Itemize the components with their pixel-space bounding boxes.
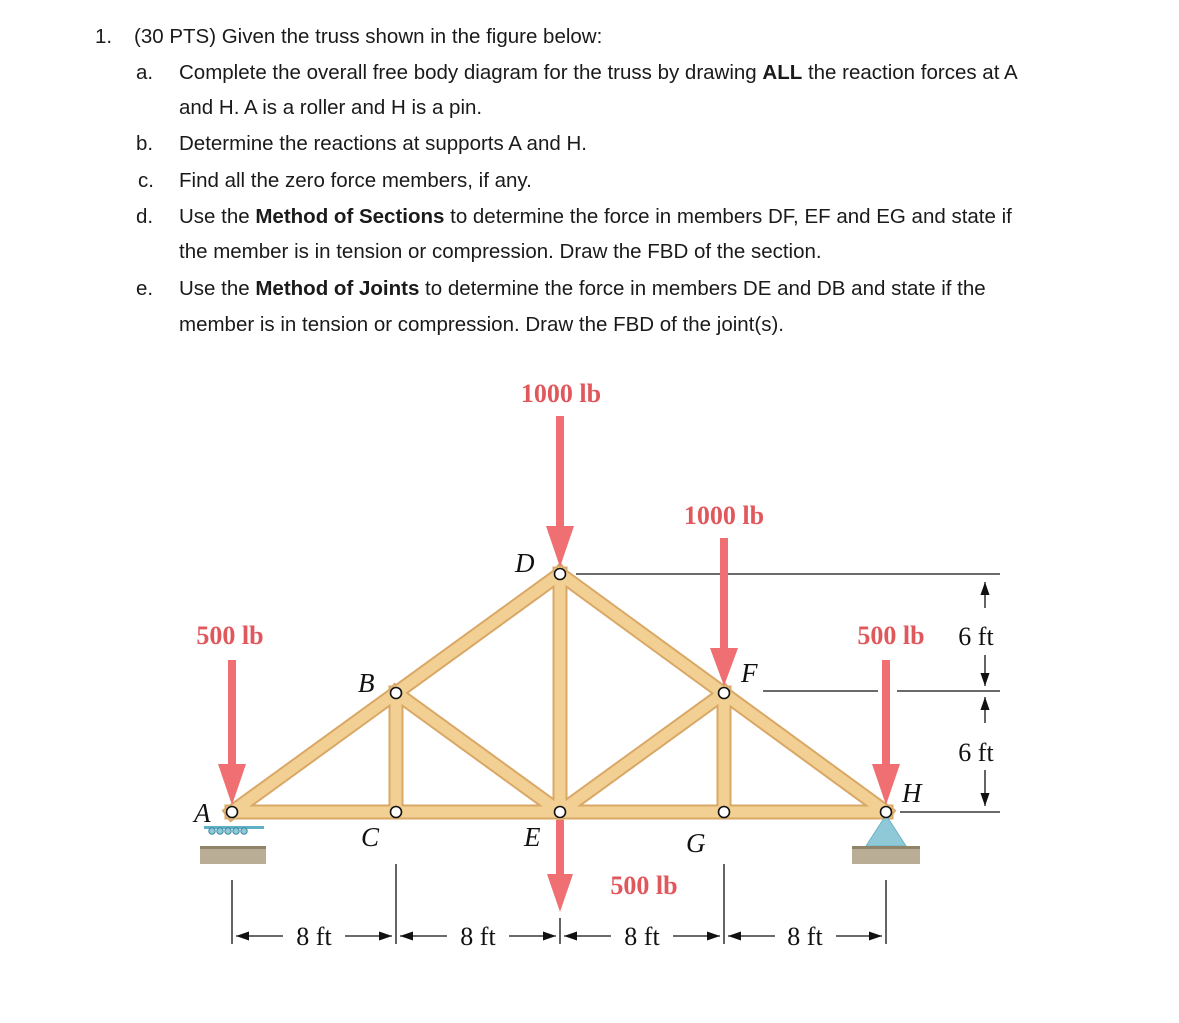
roller-support-a bbox=[200, 826, 266, 864]
joint-g bbox=[719, 807, 730, 818]
span-label-2: 8 ft bbox=[460, 922, 496, 951]
joint-e bbox=[555, 807, 566, 818]
load-label-f: 1000 lb bbox=[683, 501, 765, 530]
load-arrow-h bbox=[872, 660, 900, 805]
member-be bbox=[396, 693, 560, 812]
joint-d bbox=[555, 569, 566, 580]
joint-label-b: B bbox=[358, 668, 375, 698]
problem-number: 1. bbox=[95, 25, 113, 48]
item-b-text: Determine the reactions at supports A and H. bbox=[179, 132, 587, 155]
item-c-text: Find all the zero force members, if any. bbox=[179, 169, 532, 192]
pin-support-h bbox=[852, 815, 920, 864]
joint-f bbox=[719, 688, 730, 699]
load-arrow-d bbox=[546, 416, 574, 567]
item-letter-b: b. bbox=[136, 132, 154, 155]
joint-label-d: D bbox=[515, 548, 535, 578]
joint-a bbox=[227, 807, 238, 818]
item-e-text: Use the Method of Joints to determine the force in members DE and DB and state if the bbox=[179, 277, 986, 300]
joint-label-e: E bbox=[524, 822, 541, 852]
item-d-continuation: the member is in tension or compression. Draw the FBD of the section. bbox=[179, 240, 822, 263]
joint-label-g: G bbox=[686, 828, 706, 858]
load-label-h: 500 lb bbox=[857, 621, 925, 650]
load-label-a: 500 lb bbox=[196, 621, 264, 650]
item-e-continuation: member is in tension or compression. Draw the FBD of the joint(s). bbox=[179, 313, 784, 336]
height-reference-lines bbox=[576, 574, 1000, 812]
item-letter-e: e. bbox=[136, 277, 154, 300]
item-d-text: Use the Method of Sections to determine the force in members DF, EF and EG and state if bbox=[179, 205, 1012, 228]
load-label-e: 500 lb bbox=[610, 871, 678, 900]
joint-label-a: A bbox=[194, 798, 211, 828]
item-letter-d: d. bbox=[136, 205, 154, 228]
item-a-continuation: and H. A is a roller and H is a pin. bbox=[179, 96, 483, 119]
height-label-bottom: 6 ft bbox=[958, 738, 994, 767]
joint-h bbox=[881, 807, 892, 818]
joint-label-c: C bbox=[361, 822, 380, 852]
joint-label-f: F bbox=[741, 658, 758, 688]
joint-b bbox=[391, 688, 402, 699]
load-arrow-e bbox=[547, 820, 573, 912]
joint-c bbox=[391, 807, 402, 818]
span-label-4: 8 ft bbox=[787, 922, 823, 951]
load-arrow-a bbox=[218, 660, 246, 805]
problem-heading: (30 PTS) Given the truss shown in the figure below: bbox=[134, 25, 603, 48]
truss-members bbox=[232, 574, 886, 812]
item-letter-c: c. bbox=[138, 169, 154, 192]
span-label-3: 8 ft bbox=[624, 922, 660, 951]
span-label-1: 8 ft bbox=[296, 922, 332, 951]
load-arrow-f bbox=[710, 538, 738, 686]
item-letter-a: a. bbox=[136, 61, 154, 84]
member-ef bbox=[560, 693, 724, 812]
joint-label-h: H bbox=[902, 778, 922, 808]
height-label-top: 6 ft bbox=[958, 622, 994, 651]
item-a-text: Complete the overall free body diagram for the truss by drawing ALL the reaction forces at A bbox=[179, 61, 1018, 84]
load-label-d: 1000 lb bbox=[520, 379, 602, 408]
